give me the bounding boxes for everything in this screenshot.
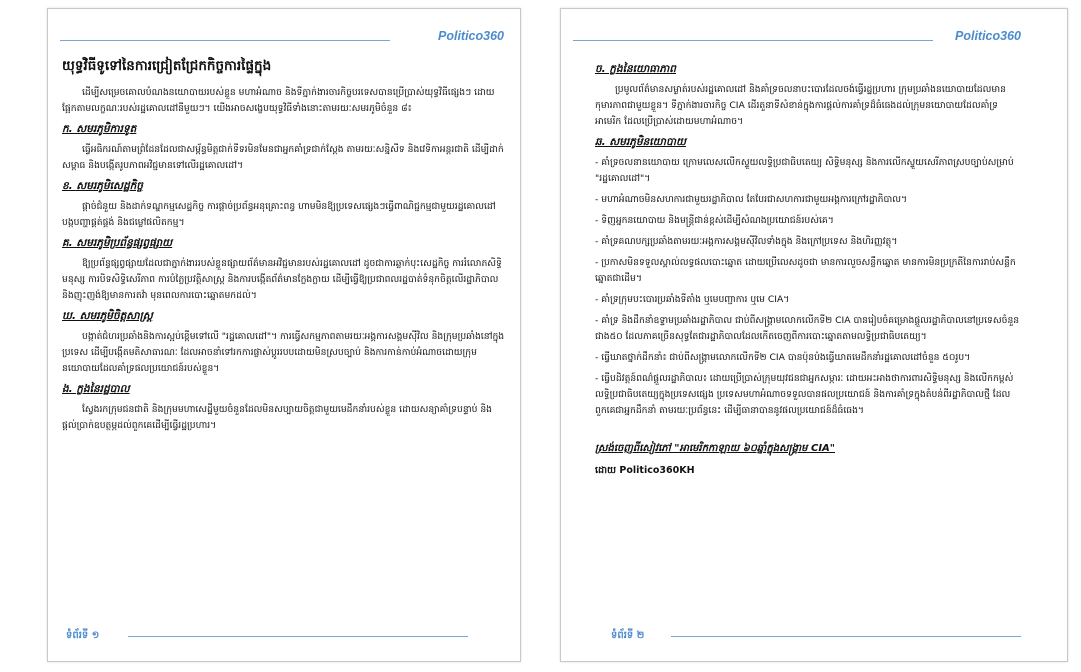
section-heading: ច. ក្លងនៃយោធាភាព xyxy=(595,63,676,75)
page-1-content xyxy=(62,57,506,438)
section-heading: គ. សមរភូមិប្រព័ន្ធផ្សព្វផ្សាយ xyxy=(62,237,173,249)
bullet-item: - មហាអំណាចមិនសហការជាមួយរដ្ឋាភិបាល តែបែរជាសហការជាមួយអង្គការក្រៅរដ្ឋាភិបាល។ xyxy=(595,194,908,205)
header-rule xyxy=(573,40,933,41)
section-body: ស្វែងរកក្រុមជនជាតិ និងក្រុមមហាសេដ្ឋីមួយចំនួនដែលមិនសប្បាយចិត្តជាមួយមេដឹកនាំរបស់ខ្លួន ដោយសន្យាគាំទ្របន្ទាប់ និងផ្តល់ប្រាក់ឧបត្ថម្ភដល់ពួកគេដើម្បីធ្វើរដ្ឋប្រហារ។ xyxy=(62,404,492,431)
bullet-item: - គាំទ្រគណបក្សប្រឆាំងតាមរយៈអង្គការសង្គមស៊ីវិលទាំងក្នុង និងក្រៅប្រទេស និងហិរញ្ញវត្ថុ។ xyxy=(595,236,898,247)
header-rule xyxy=(60,40,390,41)
intro-paragraph: ដើម្បីសម្រេចគោលបំណងនយោបាយរបស់ខ្លួន មហាអំណាច និងទីភ្នាក់ងារចារកិច្ចបរទេសបានប្រើប្រាស់យុទ្ធវិធីផ្សេងៗ ដោយផ្អែកតាមលក្ខណៈរបស់រដ្ឋគោលដៅនីមួយៗ។ យើងអាចសង្ខេបយុទ្ធវិធីទាំងនោះតាមរយៈសមរភូមិចំនួន ៨៖ xyxy=(62,87,495,114)
bullet-item: - គាំទ្រ និងដឹកនាំឧទ្ទាមប្រឆាំងរដ្ឋាភិបាល ជាប់ពីសង្គ្រាមលោកលើកទី២ CIA បានរៀបចំគម្រោងផ្តួលរដ្ឋាភិបាលនៅប្រទេសចំនួនជាង៥០ ដែលភាគច្រើនសុទ្ធតែជារដ្ឋាភិបាលដែលកើតចេញពីការបោះឆ្នោតតាមលទ្ធិប្រជាធិបតេយ្យ។ xyxy=(595,315,1020,342)
bullet-item: - គាំទ្រក្រុមបះបោរប្រឆាំងទីតាំង ឬមេបញ្ជាការ ឬមេ CIA។ xyxy=(595,294,790,305)
page-title: យុទ្ធវិធីទូទៅនៃការជ្រៀតជ្រែកកិច្ចការផ្ទៃក្នុង xyxy=(62,58,272,74)
brand-label: Politico360 xyxy=(955,29,1021,43)
section-body: ផ្តាច់ជំនួយ និងដាក់ទណ្ឌកម្មសេដ្ឋកិច្ច ការផ្តាច់ប្រព័ន្ធអនុគ្រោះពន្ធ ហាមមិនឱ្យប្រទេសផ្សេងៗធ្វើពាណិជ្ជកម្មជាមួយរដ្ឋគោលដៅ បង្កបញ្ហាផ្គត់ផ្គង់ និងជម្លៅផលិតកម្ម។ xyxy=(62,201,496,228)
footer-rule xyxy=(128,636,468,637)
bullet-item: - ធ្វើបដិវត្តន៍ពណ៌ផ្តួលរដ្ឋាភិបាល៖ ដោយប្រើប្រាស់ក្រុមយុវជនជាអ្នកសម្ភារៈ ដោយអះអាងថាការពារសិទ្ធិមនុស្ស និងលើកកម្ពស់លទ្ធិប្រជាធិបតេយ្យក្នុងប្រទេសផ្សេង ប្រទេសមហាអំណាចទទួលបានផលប្រយោជន៍ និងការគាំទ្រក្នុងតំបន់ពីរដ្ឋាភិបាលថ្មី ដែលពួកគេជាអ្នកដឹកនាំ តាមរយៈប្រព័ន្ធនេះ ដើម្បីធានាបាននូវផលប្រយោជន៍ដ៏ធំធេង។ xyxy=(595,373,1014,416)
document-page-2 xyxy=(560,8,1068,662)
brand-label: Politico360 xyxy=(438,29,504,43)
section-heading: ឆ. សមរភូមិនយោបាយ xyxy=(595,136,686,148)
section-body: ប្រមូលព័ត៌មានសម្ងាត់របស់រដ្ឋគោលដៅ និងគាំទ្រចលនាបះបោរដែលចង់ធ្វើរដ្ឋប្រហារ ក្រុមប្រឆាំងនយោបាយដែលមានកុមារភាពជាមួយខ្លួន។ ទីភ្នាក់ងារចារកិច្ច CIA ដើរតួនាទីសំខាន់ក្នុងការផ្តល់ការគាំទ្រដ៏ធំធេងដល់ក្រុមនយោបាយដែលគាំទ្រអាមេរិក ដែលប្រើប្រាស់ដោយមហាអំណាច។ xyxy=(595,84,1006,127)
section-heading: ខ. សមរភូមិសេដ្ឋកិច្ច xyxy=(62,180,143,192)
author-credit: ដោយ Politico360KH xyxy=(595,465,695,476)
bullet-item: - គាំទ្រចលនានយោបាយ ក្រោមលេសលើកស្ទួយលទ្ធិប្រជាធិបតេយ្យ សិទ្ធិមនុស្ស និងការលើកស្ទួយសេរីភាពស្របច្បាប់សម្រាប់ "រដ្ឋគោលដៅ"។ xyxy=(595,157,1014,184)
section-heading: ឃ. សមរភូមិចិត្តសាស្ត្រ xyxy=(62,310,153,322)
footer-rule xyxy=(671,636,1021,637)
section-heading: ង. ក្លងនៃរដ្ឋបាល xyxy=(62,383,130,395)
page-number: ទំព័រទី ២ xyxy=(611,630,645,641)
page-number: ទំព័រទី ១ xyxy=(66,630,100,641)
section-body: បង្កាត់ជំហរប្រឆាំងនិងការស្អប់ខ្ពើមទៅលើ "រដ្ឋគោលដៅ"។ ការធ្វើសកម្មភាពតាមរយៈអង្គការសង្គមស៊ីវិល និងក្រុមប្រឆាំងនៅក្នុងប្រទេស ដើម្បីបង្កើតមតិសាធារណៈ ដែលអាចនាំទៅរកការផ្លាស់ប្តូររបបដោយមិនស្របច្បាប់ និងការកាន់កាប់អំណាចដោយក្រុមនយោបាយដែលគាំទ្រផលប្រយោជន៍របស់ខ្លួន។ xyxy=(62,331,505,374)
document-page-1 xyxy=(47,8,521,662)
bullet-item: - ប្រកាសមិនទទួលស្គាល់លទ្ធផលបោះឆ្នោត ដោយប្រើលេសដូចជា មានការលួចសន្លឹកឆ្នោត មានការមិនប្រក្រតីនៃការរាប់សន្លឹកឆ្នោតជាដើម។ xyxy=(595,257,1016,284)
section-body: ឱ្យប្រព័ន្ធផ្សព្វផ្សាយដែលជាភ្នាក់ងាររបស់ខ្លួនផ្សាយព័ត៌មានអវិជ្ជមានរបស់រដ្ឋគោលដៅ ដូចជាការឆ្លាក់បុះសេដ្ឋកិច្ច ការរំលោភសិទ្ធិមនុស្ស ការបិទសិទ្ធិសេរីភាព ការបំភ្លៃប្រវត្តិសាស្ត្រ និងការបង្កើតព័ត៌មានក្លែងក្លាយ ដើម្បីធ្វើឱ្យប្រជាពលរដ្ឋបាត់ទំនុកចិត្តលើរដ្ឋាភិបាល និងញុះញង់ឱ្យមានការតវ៉ា មុនពេលការបោះឆ្នោតមកដល់។ xyxy=(62,258,502,301)
source-book-title: ស្រង់ចេញពីសៀវភៅ "អាមេរិកកាឡាយ ៦០ឆ្នាំក្នុងសង្គ្រាម CIA" xyxy=(595,443,836,454)
bullet-item: - ទិញអ្នកនយោបាយ និងមន្ត្រីជាន់ខ្ពស់ដើម្បីសំណងប្រយោជន៍របស់គេ។ xyxy=(595,215,834,226)
page-2-content xyxy=(595,57,1021,478)
bullet-item: - ធ្វើឃាតថ្នាក់ដឹកនាំ៖ ជាប់ពីសង្គ្រាមលោកលើកទី២ CIA បានប៉ុនប៉ងធ្វើឃាតមេដឹកនាំរដ្ឋគោលដៅចំនួន ៥០រូប។ xyxy=(595,352,971,363)
section-heading: ក. សមរភូមិការទូត xyxy=(62,123,137,135)
section-body: ធ្វើអធិករណ៍តាមព្រំដែនដែលជាសម្ព័ន្ធមិត្តជាក់ទីទរមិនមែនជាអ្នកគាំទ្រជាក់ស្តែង តាមរយៈសន្និសីទ និងវេទិកាអន្តរជាតិ ដើម្បីដាក់សម្ពាធ និងបង្កើតរូបភាពអវិជ្ជមានទៅលើរដ្ឋគោលដៅ។ xyxy=(62,144,504,171)
